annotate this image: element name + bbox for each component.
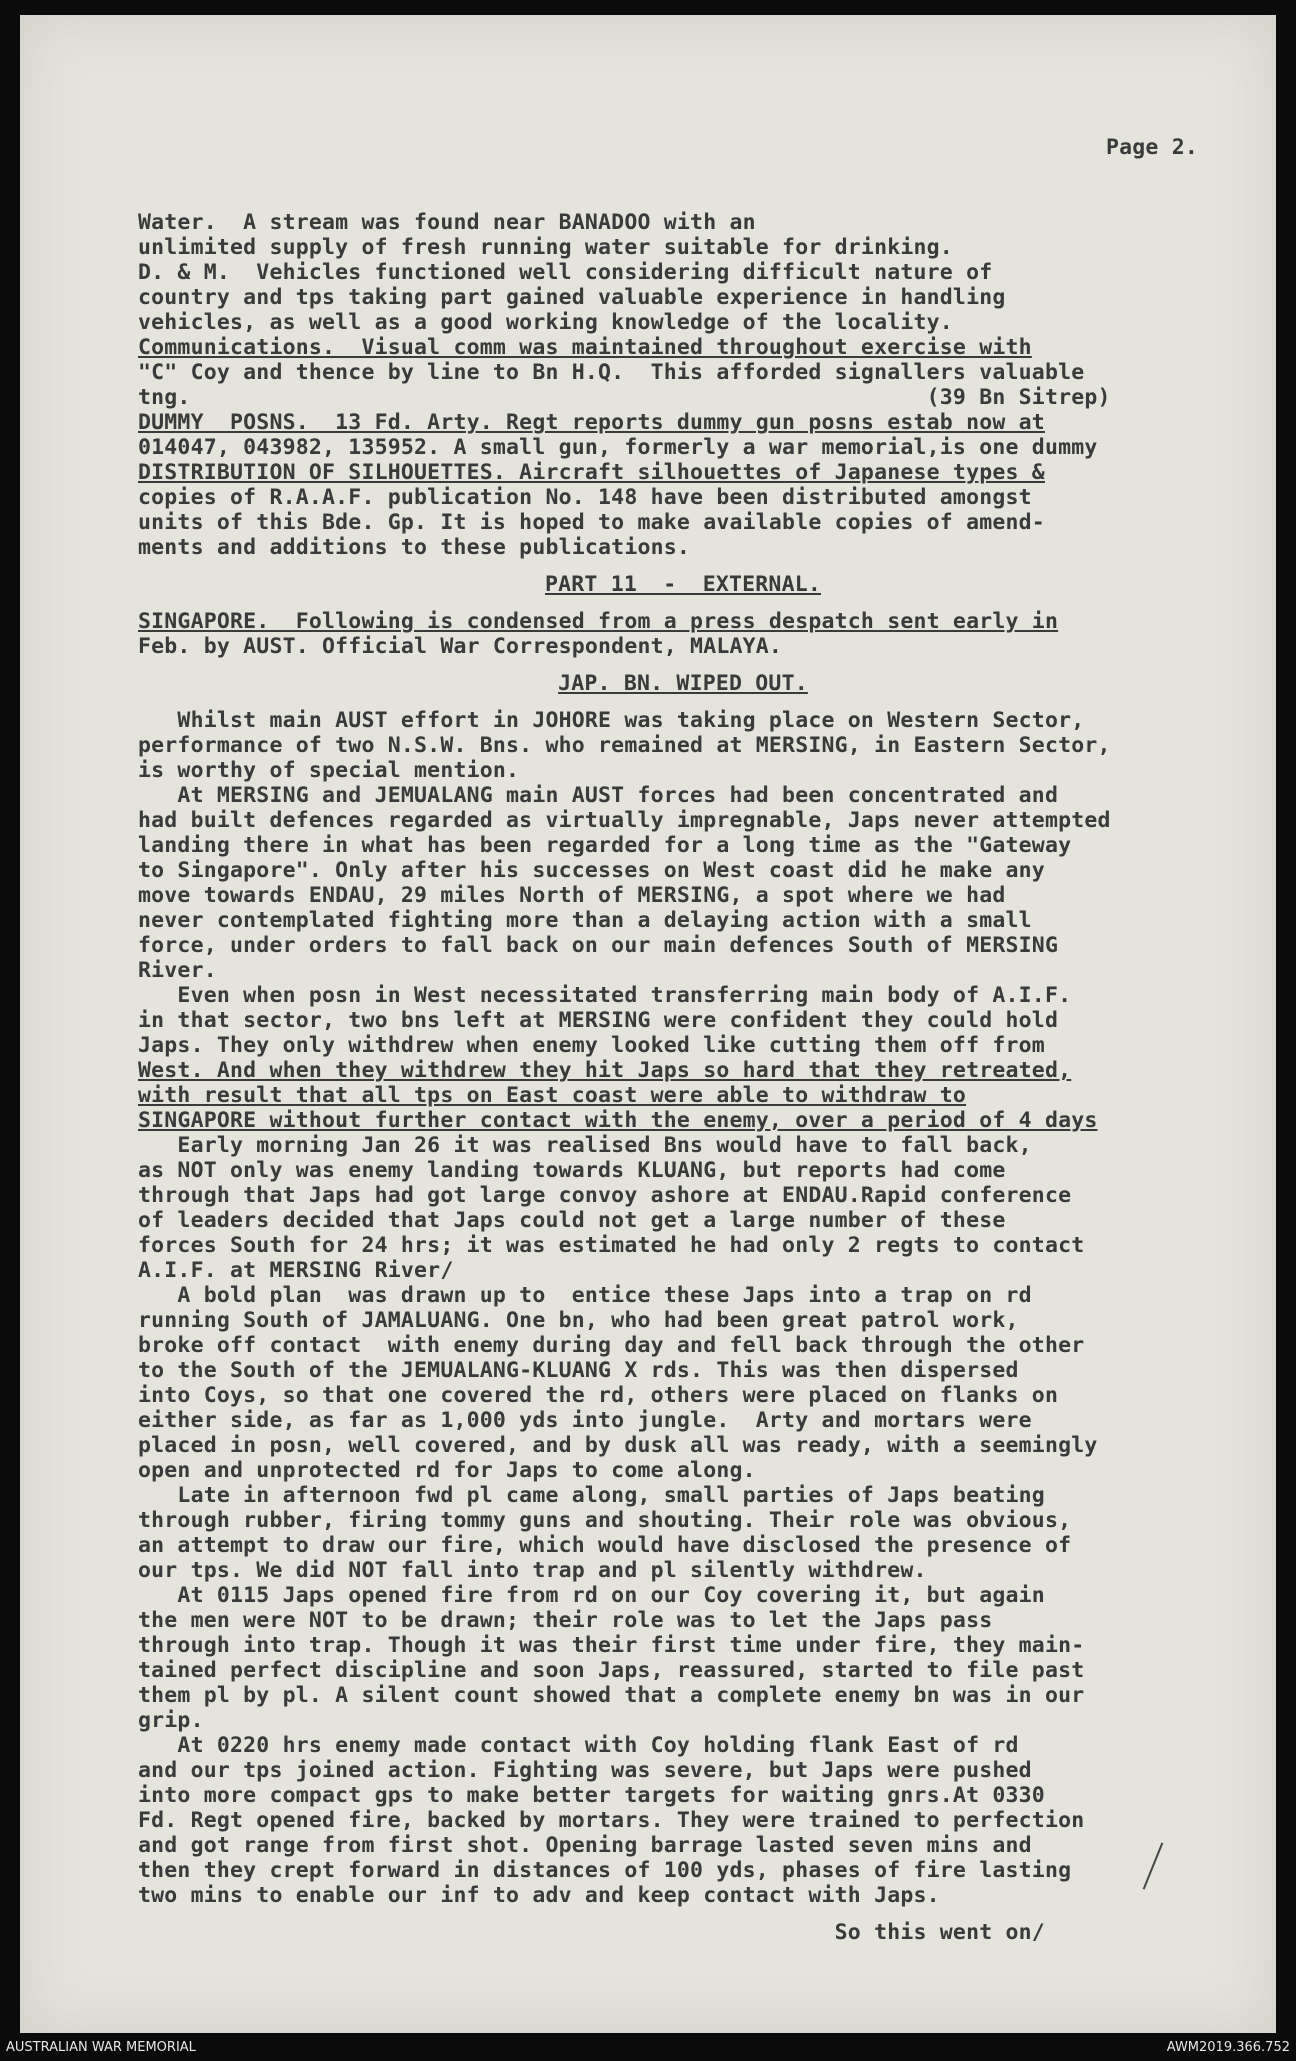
text-line: unlimited supply of fresh running water suitable for drinking. [138,235,953,260]
text-line: At MERSING and JEMUALANG main AUST forces had been concentrated and [138,783,1059,808]
text-line: the men were NOT to be drawn; their role was to let the Japs pass [138,1608,993,1633]
text-line: units of this Bde. Gp. It is hoped to make available copies of amend- [138,510,1045,535]
text-line: force, under orders to fall back on our main defences South of MERSING [138,933,1059,958]
text-line: Communications. Visual comm was maintained throughout exercise with [138,335,1032,360]
text-line: through into trap. Though it was their first time under fire, they main- [138,1633,1085,1658]
footer-catalogue-id: AWM2019.366.752 [1166,2040,1290,2055]
text-line: two mins to enable our inf to adv and keep contact with Japs. [138,1883,940,1908]
text-line: open and unprotected rd for Japs to come along. [138,1458,756,1483]
text-line: and our tps joined action. Fighting was severe, but Japs were pushed [138,1758,1032,1783]
text-line: "C" Coy and thence by line to Bn H.Q. This afforded signallers valuable [138,360,1085,385]
text-line: as NOT only was enemy landing towards KLUANG, but reports had come [138,1158,1006,1183]
text-line: Japs. They only withdrew when enemy looked like cutting them off from [138,1033,1045,1058]
text-line: through that Japs had got large convoy ashore at ENDAU.Rapid conference [138,1183,1072,1208]
text-line: Water. A stream was found near BANADOO with an [138,210,756,235]
section-heading: JAP. BN. WIPED OUT. [558,671,808,696]
text-line: either side, as far as 1,000 yds into jungle. Arty and mortars were [138,1408,1032,1433]
page-number: Page 2. [1105,135,1198,160]
text-line: with result that all tps on East coast were able to withdraw to [138,1083,967,1108]
text-line: broke off contact with enemy during day and fell back through the other [138,1333,1085,1358]
text-line: West. And when they withdrew they hit Japs so hard that they retreated, [138,1058,1072,1083]
text-line: D. & M. Vehicles functioned well considering difficult nature of [138,260,993,285]
text-line: Late in afternoon fwd pl came along, small parties of Japs beating [138,1483,1045,1508]
text-line: to Singapore". Only after his successes on West coast did he make any [138,858,1045,883]
text-line: ments and additions to these publications. [138,535,691,560]
blank-line [138,696,1228,708]
typed-text-block [138,135,1228,1945]
text-line: then they crept forward in distances of 100 yds, phases of fire lasting [138,1858,1072,1883]
text-line: At 0115 Japs opened fire from rd on our Coy covering it, but again [138,1583,1045,1608]
text-line: into Coys, so that one covered the rd, others were placed on flanks on [138,1383,1059,1408]
text-line: Whilst main AUST effort in JOHORE was taking place on Western Sector, [138,708,1085,733]
text-line: Early morning Jan 26 it was realised Bns would have to fall back, [138,1133,1032,1158]
text-line: A bold plan was drawn up to entice these Japs into a trap on rd [138,1283,1032,1308]
blank-line [138,1908,1228,1920]
text-line: of leaders decided that Japs could not get a large number of these [138,1208,1006,1233]
text-line: through rubber, firing tommy guns and shouting. Their role was obvious, [138,1508,1072,1533]
text-line: had built defences regarded as virtually impregnable, Japs never attempted [138,808,1111,833]
text-line: our tps. We did NOT fall into trap and pl silently withdrew. [138,1558,927,1583]
text-line: in that sector, two bns left at MERSING were confident they could hold [138,1008,1059,1033]
text-line: SINGAPORE without further contact with the enemy, over a period of 4 days [138,1108,1098,1133]
text-line: forces South for 24 hrs; it was estimated he had only 2 regts to contact [138,1233,1085,1258]
text-line: A.I.F. at MERSING River/ [138,1258,454,1283]
text-line: is worthy of special mention. [138,758,520,783]
text-line: 014047, 043982, 135952. A small gun, formerly a war memorial,is one dummy [138,435,1098,460]
text-line: Feb. by AUST. Official War Correspondent, MALAYA. [138,634,783,659]
text-line: never contemplated fighting more than a delaying action with a small [138,908,1032,933]
text-line: country and tps taking part gained valuable experience in handling [138,285,1006,310]
text-line: At 0220 hrs enemy made contact with Coy holding flank East of rd [138,1733,1019,1758]
text-line: and got range from first shot. Opening barrage lasted seven mins and [138,1833,1032,1858]
text-line: DUMMY POSNS. 13 Fd. Arty. Regt reports dummy gun posns estab now at [138,410,1045,435]
footer-archive-name: AUSTRALIAN WAR MEMORIAL [6,2040,196,2055]
text-line: copies of R.A.A.F. publication No. 148 have been distributed amongst [138,485,1032,510]
text-line: So this went on/ [138,1920,1045,1945]
text-line: SINGAPORE. Following is condensed from a press despatch sent early in [138,609,1059,634]
text-line: an attempt to draw our fire, which would have disclosed the presence of [138,1533,1072,1558]
text-line: vehicles, as well as a good working knowledge of the locality. [138,310,953,335]
text-line: grip. [138,1708,204,1733]
blank-line [138,659,1228,671]
blank-line [138,597,1228,609]
text-line: landing there in what has been regarded for a long time as the "Gateway [138,833,1072,858]
text-line: Even when posn in West necessitated transferring main body of A.I.F. [138,983,1072,1008]
text-line: tained perfect discipline and soon Japs, reassured, started to file past [138,1658,1085,1683]
text-line: River. [138,958,217,983]
blank-line [138,560,1228,572]
text-line: DISTRIBUTION OF SILHOUETTES. Aircraft silhouettes of Japanese types & [138,460,1045,485]
text-line: placed in posn, well covered, and by dusk all was ready, with a seemingly [138,1433,1098,1458]
text-line: them pl by pl. A silent count showed that a complete enemy bn was in our [138,1683,1085,1708]
section-heading: PART 11 - EXTERNAL. [544,572,822,597]
text-line: running South of JAMALUANG. One bn, who had been great patrol work, [138,1308,1019,1333]
text-line: to the South of the JEMUALANG-KLUANG X rds. This was then dispersed [138,1358,1019,1383]
document-page [20,15,1276,2033]
text-line: tng. (39 Bn Sitrep) [138,385,1111,410]
text-line: move towards ENDAU, 29 miles North of MERSING, a spot where we had [138,883,1006,908]
text-line: into more compact gps to make better targets for waiting gnrs.At 0330 [138,1783,1045,1808]
text-line: performance of two N.S.W. Bns. who remained at MERSING, in Eastern Sector, [138,733,1111,758]
text-line: Fd. Regt opened fire, backed by mortars. They were trained to perfection [138,1808,1085,1833]
